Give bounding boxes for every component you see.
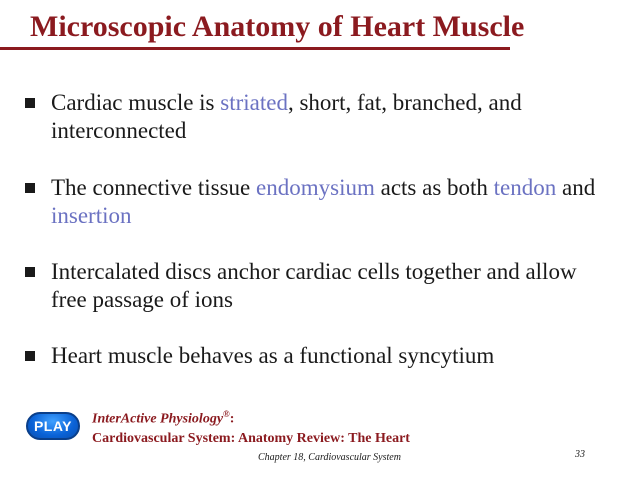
bullet-text-4 <box>51 342 615 370</box>
bullet-text-part: acts as both <box>374 175 494 200</box>
program-name: InterActive Physiology <box>92 411 224 427</box>
bullet-text-part: , short, fat, branched, and interconnected <box>51 90 522 143</box>
interactive-physiology-subtitle: Cardiovascular System: Anatomy Review: The Heart <box>92 430 410 446</box>
page-number: 33 <box>575 449 585 460</box>
highlight-term: endomysium <box>256 175 375 200</box>
interactive-physiology-title <box>92 405 410 429</box>
bullet-item-1 <box>25 89 615 145</box>
square-bullet-icon <box>25 183 35 193</box>
bullet-item-4 <box>25 342 615 370</box>
bullet-text-3 <box>51 258 615 314</box>
bullet-text-2 <box>51 174 615 230</box>
bullet-item-2 <box>25 174 615 230</box>
bullet-text-part: Heart muscle behaves as a functional syncytium <box>51 343 495 368</box>
interactive-physiology-reference <box>92 405 410 448</box>
square-bullet-icon <box>25 267 35 277</box>
square-bullet-icon <box>25 98 35 108</box>
square-bullet-icon <box>25 351 35 361</box>
highlight-term: striated <box>220 90 288 115</box>
bullet-item-3 <box>25 258 615 314</box>
footer-chapter: Chapter 18, Cardiovascular System <box>258 452 401 463</box>
play-button[interactable]: PLAY <box>26 412 80 440</box>
title-colon: : <box>229 411 235 427</box>
bullet-text-part: Cardiac muscle is <box>51 90 221 115</box>
bullet-text-part: The connective tissue <box>51 175 257 200</box>
bullet-text-part: Intercalated discs anchor cardiac cells together and allow free passage of ions <box>51 259 577 312</box>
registered-mark: ® <box>223 409 230 419</box>
highlight-term: tendon <box>493 175 557 200</box>
bullet-text-part: and <box>556 175 596 200</box>
slide-title: Microscopic Anatomy of Heart Muscle <box>30 10 525 43</box>
bullet-text-1 <box>51 89 615 145</box>
highlight-term: insertion <box>51 203 132 228</box>
title-underline <box>0 47 510 50</box>
